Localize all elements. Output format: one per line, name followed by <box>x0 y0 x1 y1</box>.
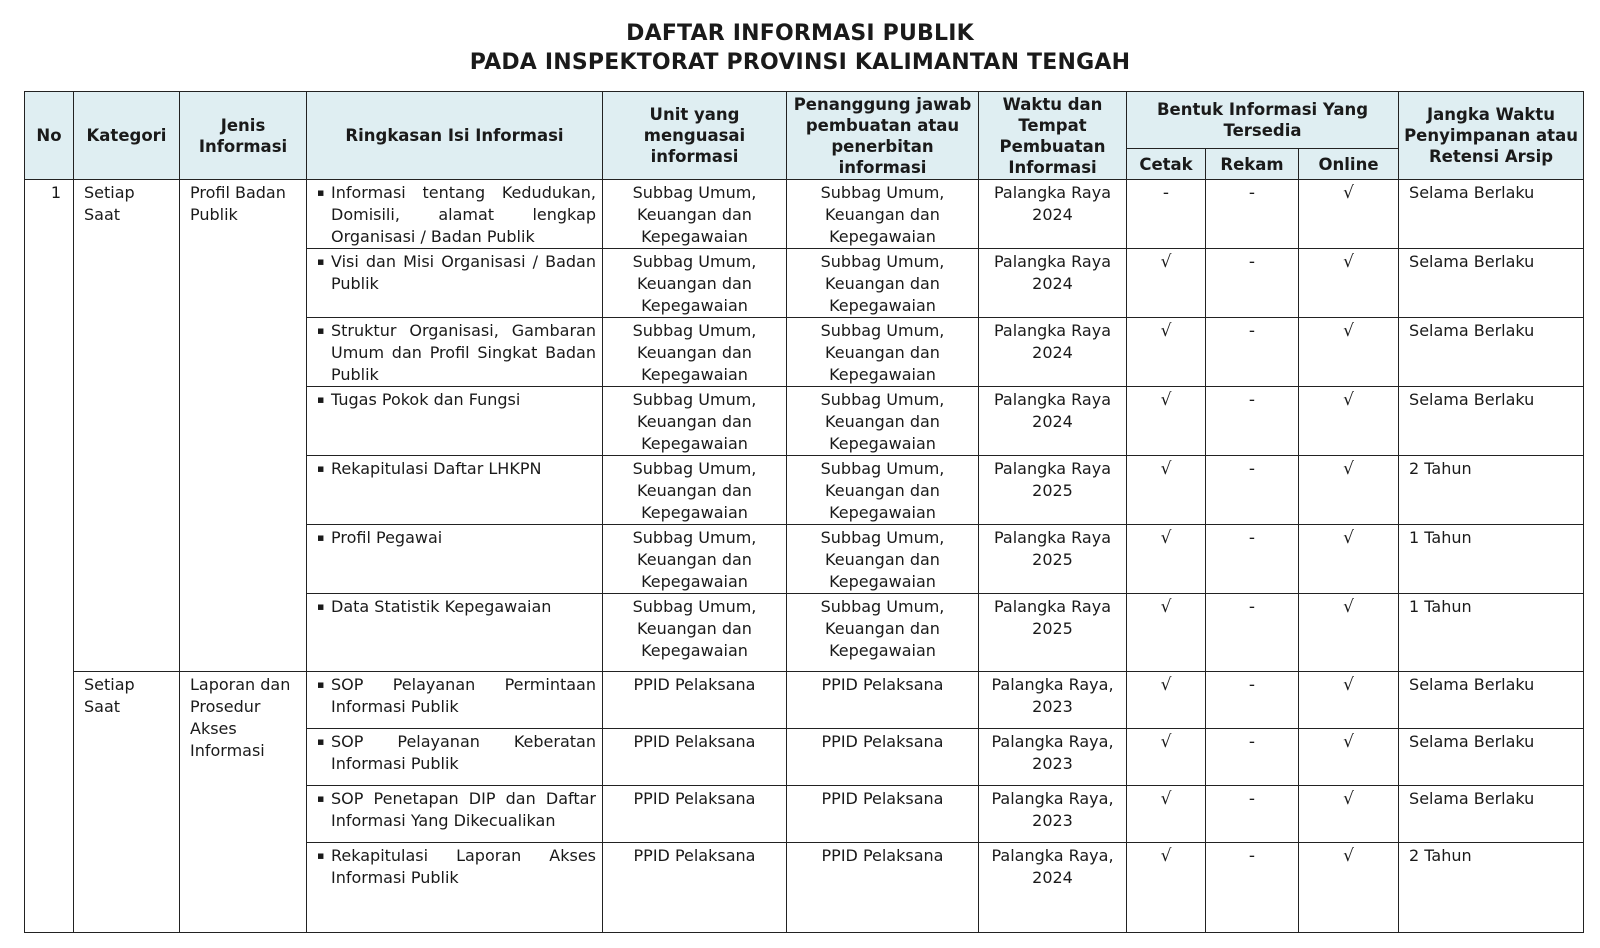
ringkasan-text: SOP Pelayanan Keberatan Informasi Publik <box>331 732 596 773</box>
cell-waktu-tempat: Palangka Raya 2025 <box>979 456 1127 525</box>
table-body <box>25 180 1584 933</box>
bullet-icon: ▪ <box>317 531 325 544</box>
cell-jenis-informasi: Profil Badan Publik <box>180 180 307 672</box>
header-no: No <box>25 92 74 180</box>
cell-rekam: - <box>1206 594 1299 672</box>
cell-online: √ <box>1299 249 1399 318</box>
cell-rekam: - <box>1206 456 1299 525</box>
cell-rekam: - <box>1206 387 1299 456</box>
cell-ringkasan <box>307 672 603 729</box>
table-row <box>25 180 1584 249</box>
cell-online: √ <box>1299 594 1399 672</box>
cell-online: √ <box>1299 672 1399 729</box>
bullet-icon: ▪ <box>317 324 325 337</box>
cell-online: √ <box>1299 786 1399 843</box>
cell-online: √ <box>1299 525 1399 594</box>
cell-rekam: - <box>1206 729 1299 786</box>
cell-waktu-tempat: Palangka Raya, 2023 <box>979 672 1127 729</box>
cell-penanggung-jawab: Subbag Umum, Keuangan dan Kepegawaian <box>787 318 979 387</box>
cell-no <box>25 672 74 933</box>
ringkasan-text: SOP Pelayanan Permintaan Informasi Publik <box>331 675 596 716</box>
cell-unit: Subbag Umum, Keuangan dan Kepegawaian <box>603 180 787 249</box>
header-bentuk-informasi: Bentuk Informasi Yang Tersedia <box>1127 92 1399 149</box>
cell-waktu-tempat: Palangka Raya 2025 <box>979 594 1127 672</box>
bullet-icon: ▪ <box>317 735 325 748</box>
cell-rekam: - <box>1206 180 1299 249</box>
cell-penanggung-jawab: Subbag Umum, Keuangan dan Kepegawaian <box>787 180 979 249</box>
bullet-icon: ▪ <box>317 393 325 406</box>
cell-ringkasan <box>307 594 603 672</box>
cell-jangka-waktu: Selama Berlaku <box>1399 786 1584 843</box>
cell-unit: Subbag Umum, Keuangan dan Kepegawaian <box>603 249 787 318</box>
cell-cetak: - <box>1127 180 1206 249</box>
cell-cetak: √ <box>1127 456 1206 525</box>
header-unit: Unit yang menguasai informasi <box>603 92 787 180</box>
cell-penanggung-jawab: Subbag Umum, Keuangan dan Kepegawaian <box>787 594 979 672</box>
bullet-icon: ▪ <box>317 849 325 862</box>
public-information-table <box>24 91 1584 933</box>
ringkasan-text: Rekapitulasi Daftar LHKPN <box>331 459 542 478</box>
cell-no: 1 <box>25 180 74 672</box>
cell-waktu-tempat: Palangka Raya, 2023 <box>979 729 1127 786</box>
header-cetak: Cetak <box>1127 149 1206 180</box>
cell-waktu-tempat: Palangka Raya 2024 <box>979 249 1127 318</box>
cell-jangka-waktu: 1 Tahun <box>1399 525 1584 594</box>
cell-jangka-waktu: 2 Tahun <box>1399 456 1584 525</box>
cell-penanggung-jawab: Subbag Umum, Keuangan dan Kepegawaian <box>787 249 979 318</box>
cell-cetak: √ <box>1127 843 1206 933</box>
cell-cetak: √ <box>1127 525 1206 594</box>
cell-cetak: √ <box>1127 387 1206 456</box>
cell-penanggung-jawab: PPID Pelaksana <box>787 786 979 843</box>
cell-online: √ <box>1299 456 1399 525</box>
cell-cetak: √ <box>1127 786 1206 843</box>
cell-ringkasan <box>307 786 603 843</box>
cell-waktu-tempat: Palangka Raya 2024 <box>979 180 1127 249</box>
ringkasan-text: Visi dan Misi Organisasi / Badan Publik <box>331 252 596 293</box>
bullet-icon: ▪ <box>317 792 325 805</box>
bullet-icon: ▪ <box>317 186 325 199</box>
cell-ringkasan <box>307 843 603 933</box>
cell-penanggung-jawab: PPID Pelaksana <box>787 729 979 786</box>
cell-online: √ <box>1299 729 1399 786</box>
cell-penanggung-jawab: PPID Pelaksana <box>787 843 979 933</box>
cell-unit: Subbag Umum, Keuangan dan Kepegawaian <box>603 318 787 387</box>
cell-ringkasan <box>307 456 603 525</box>
header-penanggung-jawab: Penanggung jawab pembuatan atau penerbitan informasi <box>787 92 979 180</box>
cell-waktu-tempat: Palangka Raya 2025 <box>979 525 1127 594</box>
header-jenis-informasi: Jenis Informasi <box>180 92 307 180</box>
cell-penanggung-jawab: PPID Pelaksana <box>787 672 979 729</box>
cell-cetak: √ <box>1127 249 1206 318</box>
cell-rekam: - <box>1206 843 1299 933</box>
cell-waktu-tempat: Palangka Raya, 2023 <box>979 786 1127 843</box>
cell-unit: PPID Pelaksana <box>603 672 787 729</box>
ringkasan-text: Data Statistik Kepegawaian <box>331 597 552 616</box>
cell-unit: Subbag Umum, Keuangan dan Kepegawaian <box>603 387 787 456</box>
header-ringkasan: Ringkasan Isi Informasi <box>307 92 603 180</box>
ringkasan-text: Informasi tentang Kedudukan, Domisili, alamat lengkap Organisasi / Badan Publik <box>331 183 596 246</box>
cell-cetak: √ <box>1127 594 1206 672</box>
cell-ringkasan <box>307 729 603 786</box>
cell-penanggung-jawab: Subbag Umum, Keuangan dan Kepegawaian <box>787 525 979 594</box>
header-rekam: Rekam <box>1206 149 1299 180</box>
cell-unit: Subbag Umum, Keuangan dan Kepegawaian <box>603 594 787 672</box>
cell-unit: PPID Pelaksana <box>603 843 787 933</box>
ringkasan-text: SOP Penetapan DIP dan Daftar Informasi Yang Dikecualikan <box>331 789 596 830</box>
cell-unit: Subbag Umum, Keuangan dan Kepegawaian <box>603 525 787 594</box>
cell-jangka-waktu: Selama Berlaku <box>1399 729 1584 786</box>
bullet-icon: ▪ <box>317 462 325 475</box>
cell-rekam: - <box>1206 525 1299 594</box>
cell-cetak: √ <box>1127 672 1206 729</box>
cell-online: √ <box>1299 843 1399 933</box>
header-kategori: Kategori <box>74 92 180 180</box>
header-jangka-waktu: Jangka Waktu Penyimpanan atau Retensi Arsip <box>1399 92 1584 180</box>
ringkasan-text: Rekapitulasi Laporan Akses Informasi Publik <box>331 846 596 887</box>
cell-kategori: Setiap Saat <box>74 672 180 933</box>
cell-jangka-waktu: Selama Berlaku <box>1399 180 1584 249</box>
bullet-icon: ▪ <box>317 678 325 691</box>
header-online: Online <box>1299 149 1399 180</box>
cell-unit: Subbag Umum, Keuangan dan Kepegawaian <box>603 456 787 525</box>
ringkasan-text: Tugas Pokok dan Fungsi <box>331 390 521 409</box>
cell-ringkasan <box>307 387 603 456</box>
cell-rekam: - <box>1206 249 1299 318</box>
cell-jangka-waktu: Selama Berlaku <box>1399 387 1584 456</box>
cell-kategori: Setiap Saat <box>74 180 180 672</box>
bullet-icon: ▪ <box>317 255 325 268</box>
cell-unit: PPID Pelaksana <box>603 786 787 843</box>
ringkasan-text: Profil Pegawai <box>331 528 443 547</box>
cell-jangka-waktu: 1 Tahun <box>1399 594 1584 672</box>
cell-online: √ <box>1299 387 1399 456</box>
cell-jangka-waktu: 2 Tahun <box>1399 843 1584 933</box>
cell-online: √ <box>1299 180 1399 249</box>
document-subtitle: PADA INSPEKTORAT PROVINSI KALIMANTAN TENGAH <box>469 50 1131 75</box>
cell-online: √ <box>1299 318 1399 387</box>
cell-rekam: - <box>1206 672 1299 729</box>
cell-waktu-tempat: Palangka Raya, 2024 <box>979 843 1127 933</box>
table-row <box>25 672 1584 729</box>
document-title: DAFTAR INFORMASI PUBLIK <box>626 21 974 46</box>
cell-unit: PPID Pelaksana <box>603 729 787 786</box>
cell-rekam: - <box>1206 318 1299 387</box>
cell-jangka-waktu: Selama Berlaku <box>1399 672 1584 729</box>
cell-ringkasan <box>307 525 603 594</box>
cell-waktu-tempat: Palangka Raya 2024 <box>979 318 1127 387</box>
cell-cetak: √ <box>1127 729 1206 786</box>
ringkasan-text: Struktur Organisasi, Gambaran Umum dan Profil Singkat Badan Publik <box>331 321 596 384</box>
bullet-icon: ▪ <box>317 600 325 613</box>
cell-jangka-waktu: Selama Berlaku <box>1399 318 1584 387</box>
cell-rekam: - <box>1206 786 1299 843</box>
cell-jenis-informasi: Laporan dan Prosedur Akses Informasi <box>180 672 307 933</box>
cell-ringkasan <box>307 318 603 387</box>
cell-ringkasan <box>307 180 603 249</box>
cell-penanggung-jawab: Subbag Umum, Keuangan dan Kepegawaian <box>787 456 979 525</box>
cell-jangka-waktu: Selama Berlaku <box>1399 249 1584 318</box>
header-waktu-tempat: Waktu dan Tempat Pembuatan Informasi <box>979 92 1127 180</box>
cell-ringkasan <box>307 249 603 318</box>
cell-waktu-tempat: Palangka Raya 2024 <box>979 387 1127 456</box>
cell-cetak: √ <box>1127 318 1206 387</box>
cell-penanggung-jawab: Subbag Umum, Keuangan dan Kepegawaian <box>787 387 979 456</box>
